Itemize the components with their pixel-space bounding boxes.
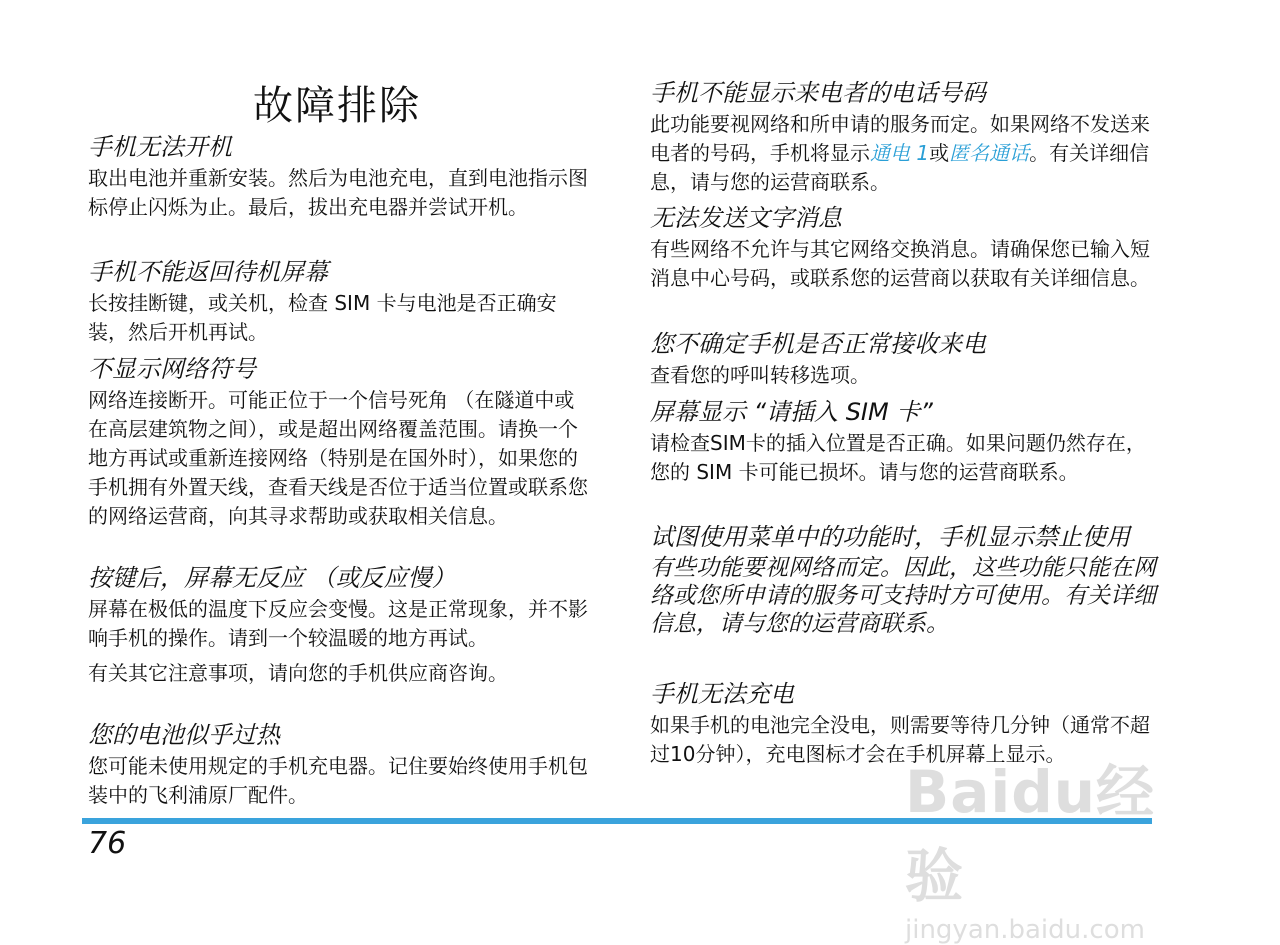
section-cannot-return-standby [88, 257, 593, 347]
body-text: 此功能要视网络和所申请的服务而定。如果网络不发送来电者的号码，手机将显示 [650, 112, 1150, 165]
section-heading: 您不确定手机是否正常接收来电 [650, 330, 986, 358]
section-heading: 无法发送文字消息 [650, 204, 842, 232]
section-heading: 手机不能返回待机屏幕 [88, 258, 328, 286]
section-menu-forbidden [650, 522, 1160, 638]
section-body: 您可能未使用规定的手机充电器。记住要始终使用手机包装中的飞利浦原厂配件。 [88, 754, 588, 807]
section-body [650, 110, 1160, 197]
section-note: 有关其它注意事项，请向您的手机供应商咨询。 [88, 661, 508, 685]
baidu-watermark [905, 745, 1205, 945]
body-text: 。有关详细信息，请与您的运营商联系。 [650, 141, 1150, 194]
section-body: 有些网络不允许与其它网络交换消息。请确保您已输入短消息中心号码，或联系您的运营商以获取有关详细信息。 [650, 237, 1150, 290]
section-caller-id [650, 78, 1160, 197]
section-cannot-power-on [88, 132, 593, 222]
section-heading: 屏幕显示 “请插入 SIM 卡” [650, 398, 933, 426]
section-body: 请检查SIM卡的插入位置是否正确。如果问题仍然存在，您的 SIM 卡可能已损坏。请与您的运营商联系。 [650, 431, 1146, 484]
section-heading: 手机无法充电 [650, 680, 794, 708]
section-cannot-send-sms [650, 203, 1160, 293]
section-no-network-symbol [88, 354, 593, 531]
section-body: 网络连接断开。可能正位于一个信号死角 （在隧道中或在高层建筑物之间），或是超出网络覆盖范围。请换一个地方再试或重新连接网络（特别是在国外时），如果您的手机拥有外置天线，查看天线是否位于适当位置或联系您的网络运营商，向其寻求帮助或获取相关信息。 [88, 388, 588, 528]
section-slow-screen [88, 563, 593, 688]
body-text: 或 [929, 141, 950, 165]
section-heading: 手机无法开机 [88, 133, 232, 161]
section-heading: 不显示网络符号 [88, 355, 256, 383]
page-number: 76 [88, 826, 127, 861]
section-body: 查看您的呼叫转移选项。 [650, 363, 870, 387]
section-insert-sim [650, 397, 1160, 487]
section-body: 屏幕在极低的温度下反应会变慢。这是正常现象，并不影响手机的操作。请到一个较温暖的地方再试。 [88, 597, 588, 650]
watermark-url: jingyan.baidu.com [905, 915, 1145, 945]
section-heading: 您的电池似乎过热 [88, 721, 280, 749]
section-heading: 按键后，屏幕无反应 （或反应慢） [88, 564, 456, 592]
section-body: 长按挂断键，或关机，检查 SIM 卡与电池是否正确安装，然后开机再试。 [88, 291, 557, 344]
watermark-logo: Baidu经验 [905, 758, 1156, 910]
caller-name-link[interactable]: 通电 1 [870, 141, 930, 165]
section-incoming-calls [650, 329, 1160, 390]
page-title: 故障排除 [253, 83, 421, 129]
section-heading: 试图使用菜单中的功能时，手机显示禁止使用 [650, 523, 1130, 551]
section-body: 取出电池并重新安装。然后为电池充电，直到电池指示图标停止闪烁为止。最后，拔出充电器并尝试开机。 [88, 166, 588, 219]
section-battery-overheat [88, 720, 593, 810]
anonymous-call-link[interactable]: 匿名通话 [949, 141, 1030, 165]
section-body: 如果手机的电池完全没电，则需要等待几分钟（通常不超过10分钟），充电图标才会在手机屏幕上显示。 [650, 713, 1150, 766]
section-heading: 手机不能显示来电者的电话号码 [650, 79, 986, 107]
section-body: 有些功能要视网络而定。因此，这些功能只能在网络或您所申请的服务可支持时方可使用。有关详细信息，请与您的运营商联系。 [650, 555, 1156, 637]
